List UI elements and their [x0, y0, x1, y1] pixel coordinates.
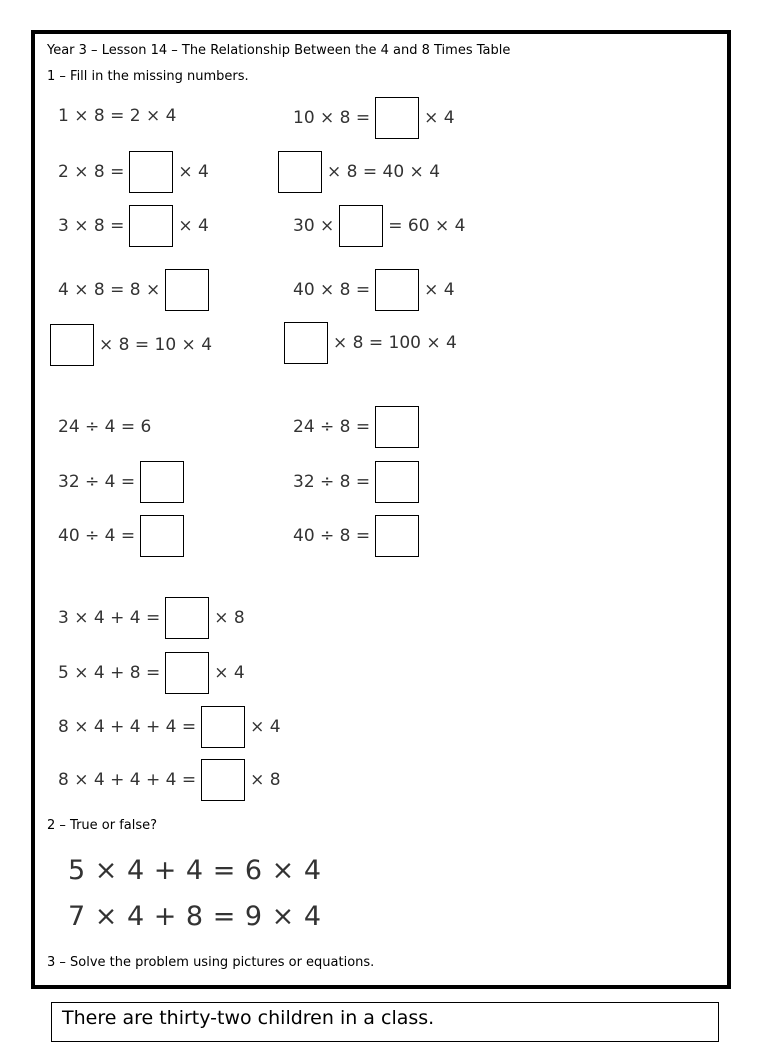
- answer-box[interactable]: [165, 269, 209, 311]
- equation-row: [293, 459, 424, 505]
- equation-row: [293, 267, 455, 313]
- equation-row: [293, 513, 424, 559]
- equation-text: 8 × 4 + 4 + 4 =: [58, 770, 197, 790]
- equation-row: [58, 595, 245, 641]
- true-false-statement: 5 × 4 + 4 = 6 × 4: [68, 855, 322, 886]
- equation-text: 4 × 8 = 8 ×: [58, 280, 161, 300]
- equation-text: 32 ÷ 8 =: [293, 472, 371, 492]
- equation-text: 32 ÷ 4 =: [58, 472, 136, 492]
- question-3-label: 3 – Solve the problem using pictures or equations.: [47, 955, 375, 970]
- equation-text: × 4: [424, 280, 455, 300]
- answer-box[interactable]: [339, 205, 383, 247]
- answer-box[interactable]: [129, 205, 173, 247]
- answer-box[interactable]: [201, 706, 245, 748]
- equation-row: [293, 404, 424, 450]
- worksheet-title: Year 3 – Lesson 14 – The Relationship Between the 4 and 8 Times Table: [47, 43, 511, 58]
- equation-text: × 8 = 100 × 4: [333, 333, 457, 353]
- answer-box[interactable]: [284, 322, 328, 364]
- equation-text: × 8 = 40 × 4: [327, 162, 441, 182]
- equation-text: 30 ×: [293, 216, 335, 236]
- equation-text: 3 × 8 =: [58, 216, 125, 236]
- equation-text: 40 ÷ 8 =: [293, 526, 371, 546]
- question-2-label: 2 – True or false?: [47, 818, 158, 833]
- answer-box[interactable]: [375, 515, 419, 557]
- equation-row: [58, 650, 245, 696]
- equation-row: [293, 95, 455, 141]
- equation-row: [58, 757, 281, 803]
- equation-text: × 4: [424, 108, 455, 128]
- equation-text: 8 × 4 + 4 + 4 =: [58, 717, 197, 737]
- equation-text: 1 × 8 = 2 × 4: [58, 106, 177, 126]
- equation-row: [58, 267, 214, 313]
- answer-box[interactable]: [201, 759, 245, 801]
- equation-text: × 4: [250, 717, 281, 737]
- equation-text: × 4: [178, 162, 209, 182]
- equation-row: [279, 320, 457, 366]
- equation-row: [293, 203, 465, 249]
- equation-text: 2 × 8 =: [58, 162, 125, 182]
- answer-box[interactable]: [50, 324, 94, 366]
- answer-box[interactable]: [129, 151, 173, 193]
- equation-text: × 8: [250, 770, 281, 790]
- word-problem-text: There are thirty-two children in a class.: [62, 1007, 435, 1029]
- answer-box[interactable]: [375, 269, 419, 311]
- equation-text: 5 × 4 + 8 =: [58, 663, 161, 683]
- equation-row: [45, 322, 212, 368]
- equation-text: × 8: [214, 608, 245, 628]
- equation-text: 3 × 4 + 4 =: [58, 608, 161, 628]
- answer-box[interactable]: [278, 151, 322, 193]
- equation-row: [58, 513, 189, 559]
- equation-text: × 8 = 10 × 4: [99, 335, 213, 355]
- answer-box[interactable]: [140, 461, 184, 503]
- answer-box[interactable]: [375, 461, 419, 503]
- word-problem-box: [51, 1002, 719, 1042]
- equation-row: [58, 149, 209, 195]
- equation-text: 24 ÷ 4 = 6: [58, 417, 152, 437]
- equation-text: = 60 × 4: [388, 216, 466, 236]
- equation-row: [58, 93, 176, 139]
- equation-row: [58, 404, 151, 450]
- equation-row: [58, 704, 281, 750]
- equation-row: [58, 459, 189, 505]
- equation-text: 10 × 8 =: [293, 108, 371, 128]
- answer-box[interactable]: [165, 652, 209, 694]
- equation-row: [58, 203, 209, 249]
- equation-row: [273, 149, 440, 195]
- answer-box[interactable]: [165, 597, 209, 639]
- equation-text: 40 × 8 =: [293, 280, 371, 300]
- equation-text: × 4: [178, 216, 209, 236]
- answer-box[interactable]: [140, 515, 184, 557]
- question-1-label: 1 – Fill in the missing numbers.: [47, 69, 249, 84]
- equation-text: 24 ÷ 8 =: [293, 417, 371, 437]
- answer-box[interactable]: [375, 97, 419, 139]
- equation-text: 40 ÷ 4 =: [58, 526, 136, 546]
- equation-text: × 4: [214, 663, 245, 683]
- true-false-statement: 7 × 4 + 8 = 9 × 4: [68, 901, 322, 932]
- answer-box[interactable]: [375, 406, 419, 448]
